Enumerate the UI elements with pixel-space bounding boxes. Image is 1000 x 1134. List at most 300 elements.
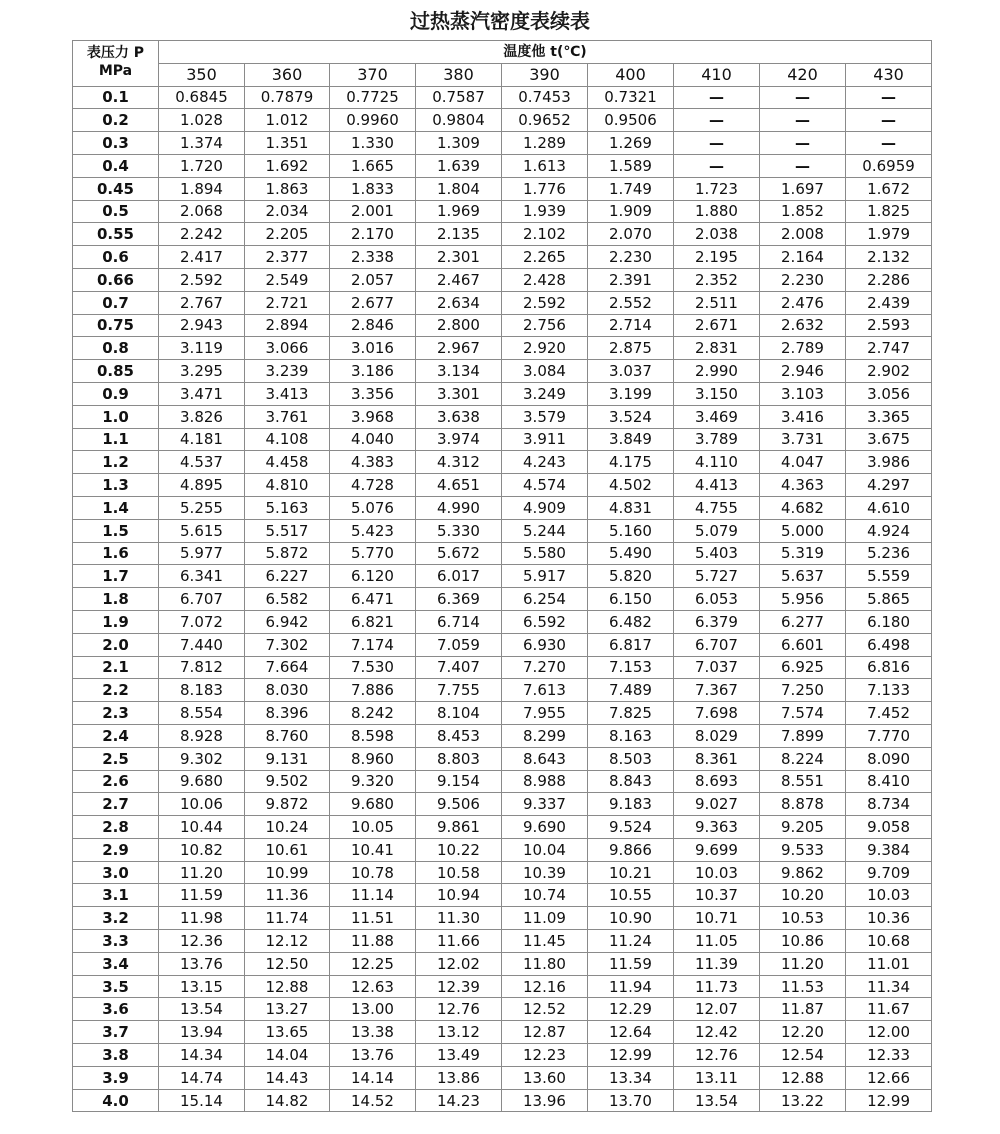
density-cell: 10.37	[674, 884, 760, 907]
density-cell: 3.579	[502, 405, 588, 428]
density-cell: 9.709	[846, 861, 932, 884]
table-row	[73, 861, 932, 884]
density-cell: 11.73	[674, 975, 760, 998]
density-cell: 1.804	[416, 177, 502, 200]
table-row	[73, 86, 932, 109]
density-cell: 5.637	[760, 565, 846, 588]
density-cell: 2.552	[588, 291, 674, 314]
density-cell: 12.52	[502, 998, 588, 1021]
density-cell: 8.988	[502, 770, 588, 793]
density-cell: 8.029	[674, 724, 760, 747]
density-cell: 1.776	[502, 177, 588, 200]
density-cell: 6.817	[588, 633, 674, 656]
density-cell: 11.30	[416, 907, 502, 930]
density-cell: 6.180	[846, 610, 932, 633]
density-cell: 12.50	[245, 952, 330, 975]
density-cell: 10.86	[760, 930, 846, 953]
density-cell: 13.65	[245, 1021, 330, 1044]
density-cell: 9.524	[588, 816, 674, 839]
density-cell: 6.017	[416, 565, 502, 588]
density-cell: 4.651	[416, 474, 502, 497]
table-row	[73, 451, 932, 474]
density-cell: 10.68	[846, 930, 932, 953]
density-cell: 5.160	[588, 519, 674, 542]
density-cell: 2.008	[760, 223, 846, 246]
density-cell: 12.39	[416, 975, 502, 998]
density-cell: 8.090	[846, 747, 932, 770]
density-cell: 3.968	[330, 405, 416, 428]
table-row	[73, 838, 932, 861]
density-cell: 8.598	[330, 724, 416, 747]
density-cell: —	[674, 154, 760, 177]
density-cell: 14.52	[330, 1089, 416, 1112]
density-cell: 14.74	[159, 1066, 245, 1089]
table-row	[73, 291, 932, 314]
density-cell: 13.60	[502, 1066, 588, 1089]
density-cell: 0.7587	[416, 86, 502, 109]
density-cell: 13.00	[330, 998, 416, 1021]
density-cell: 2.195	[674, 246, 760, 269]
density-cell: 11.36	[245, 884, 330, 907]
pressure-cell: 4.0	[73, 1089, 159, 1112]
density-cell: 5.872	[245, 542, 330, 565]
pressure-cell: 1.4	[73, 496, 159, 519]
density-cell: 1.309	[416, 132, 502, 155]
density-cell: 4.458	[245, 451, 330, 474]
density-cell: 1.289	[502, 132, 588, 155]
density-cell: 5.517	[245, 519, 330, 542]
density-cell: 10.44	[159, 816, 245, 839]
density-cell: 11.51	[330, 907, 416, 930]
density-cell: 7.302	[245, 633, 330, 656]
density-cell: 10.61	[245, 838, 330, 861]
density-cell: 4.924	[846, 519, 932, 542]
density-cell: 3.356	[330, 382, 416, 405]
density-cell: —	[846, 86, 932, 109]
density-cell: 10.21	[588, 861, 674, 884]
density-cell: 13.27	[245, 998, 330, 1021]
pressure-cell: 0.55	[73, 223, 159, 246]
density-cell: 2.230	[588, 246, 674, 269]
density-cell: 11.59	[588, 952, 674, 975]
density-cell: 11.74	[245, 907, 330, 930]
density-cell: 7.174	[330, 633, 416, 656]
pressure-cell: 1.8	[73, 588, 159, 611]
density-cell: 7.770	[846, 724, 932, 747]
density-cell: 12.88	[760, 1066, 846, 1089]
density-cell: 9.183	[588, 793, 674, 816]
density-cell: 2.132	[846, 246, 932, 269]
density-cell: 4.181	[159, 428, 245, 451]
density-cell: 8.554	[159, 702, 245, 725]
density-cell: 8.453	[416, 724, 502, 747]
density-cell: 3.119	[159, 337, 245, 360]
density-cell: 5.770	[330, 542, 416, 565]
density-cell: 8.843	[588, 770, 674, 793]
pressure-cell: 1.2	[73, 451, 159, 474]
density-cell: 6.592	[502, 610, 588, 633]
density-cell: 3.826	[159, 405, 245, 428]
density-cell: 8.396	[245, 702, 330, 725]
density-cell: 9.690	[502, 816, 588, 839]
pressure-cell: 3.8	[73, 1044, 159, 1067]
density-cell: 8.104	[416, 702, 502, 725]
density-cell: 7.072	[159, 610, 245, 633]
density-cell: 7.489	[588, 679, 674, 702]
density-cell: 4.175	[588, 451, 674, 474]
table-row	[73, 702, 932, 725]
density-cell: 2.721	[245, 291, 330, 314]
density-cell: 2.170	[330, 223, 416, 246]
table-row	[73, 816, 932, 839]
density-cell: 9.302	[159, 747, 245, 770]
density-cell: 10.03	[674, 861, 760, 884]
density-cell: 3.301	[416, 382, 502, 405]
density-cell: 6.930	[502, 633, 588, 656]
pressure-cell: 2.0	[73, 633, 159, 656]
density-cell: 3.469	[674, 405, 760, 428]
density-cell: 2.990	[674, 360, 760, 383]
pressure-cell: 2.4	[73, 724, 159, 747]
density-cell: 11.14	[330, 884, 416, 907]
density-cell: 5.255	[159, 496, 245, 519]
density-cell: 5.000	[760, 519, 846, 542]
density-cell: 8.734	[846, 793, 932, 816]
density-cell: 12.63	[330, 975, 416, 998]
density-cell: 6.369	[416, 588, 502, 611]
density-cell: 9.363	[674, 816, 760, 839]
density-cell: 2.001	[330, 200, 416, 223]
density-cell: 3.103	[760, 382, 846, 405]
density-cell: 2.164	[760, 246, 846, 269]
density-cell: 3.986	[846, 451, 932, 474]
density-cell: 1.012	[245, 109, 330, 132]
density-cell: 0.9506	[588, 109, 674, 132]
density-cell: 0.7725	[330, 86, 416, 109]
density-cell: 12.99	[846, 1089, 932, 1112]
density-cell: 1.665	[330, 154, 416, 177]
temperature-header: 温度他 t(℃)	[159, 41, 932, 64]
pressure-cell: 0.8	[73, 337, 159, 360]
pressure-cell: 2.8	[73, 816, 159, 839]
density-cell: 3.134	[416, 360, 502, 383]
density-cell: 9.533	[760, 838, 846, 861]
table-row	[73, 474, 932, 497]
density-cell: 6.707	[159, 588, 245, 611]
density-cell: 2.846	[330, 314, 416, 337]
density-cell: 11.20	[159, 861, 245, 884]
density-cell: 1.939	[502, 200, 588, 223]
density-cell: 2.439	[846, 291, 932, 314]
density-cell: 2.265	[502, 246, 588, 269]
pressure-cell: 3.5	[73, 975, 159, 998]
density-cell: 4.755	[674, 496, 760, 519]
density-cell: 2.102	[502, 223, 588, 246]
density-cell: 9.131	[245, 747, 330, 770]
pressure-cell: 3.3	[73, 930, 159, 953]
density-cell: 2.747	[846, 337, 932, 360]
density-cell: 2.967	[416, 337, 502, 360]
density-cell: 10.78	[330, 861, 416, 884]
density-cell: 9.862	[760, 861, 846, 884]
table-row	[73, 565, 932, 588]
density-cell: 6.053	[674, 588, 760, 611]
density-cell: 7.886	[330, 679, 416, 702]
density-cell: 4.728	[330, 474, 416, 497]
density-cell: 2.205	[245, 223, 330, 246]
header-row-group	[73, 41, 932, 64]
density-cell: 9.205	[760, 816, 846, 839]
density-cell: 4.383	[330, 451, 416, 474]
table-row	[73, 496, 932, 519]
temperature-column-header: 400	[588, 63, 674, 86]
density-cell: 11.88	[330, 930, 416, 953]
density-cell: 7.574	[760, 702, 846, 725]
density-cell: 11.66	[416, 930, 502, 953]
temperature-column-header: 390	[502, 63, 588, 86]
density-cell: 2.070	[588, 223, 674, 246]
density-cell: 13.76	[159, 952, 245, 975]
density-cell: 2.391	[588, 268, 674, 291]
density-cell: 2.592	[159, 268, 245, 291]
pressure-cell: 0.4	[73, 154, 159, 177]
density-cell: 5.423	[330, 519, 416, 542]
density-cell: 9.337	[502, 793, 588, 816]
density-cell: 1.880	[674, 200, 760, 223]
density-cell: 2.242	[159, 223, 245, 246]
table-row	[73, 610, 932, 633]
density-cell: 10.41	[330, 838, 416, 861]
density-cell: 10.24	[245, 816, 330, 839]
density-cell: 4.895	[159, 474, 245, 497]
density-cell: 15.14	[159, 1089, 245, 1112]
density-cell: 3.471	[159, 382, 245, 405]
density-cell: 2.767	[159, 291, 245, 314]
table-row	[73, 337, 932, 360]
density-cell: 2.756	[502, 314, 588, 337]
density-cell: 2.230	[760, 268, 846, 291]
density-cell: 6.714	[416, 610, 502, 633]
density-cell: 12.07	[674, 998, 760, 1021]
density-cell: 3.761	[245, 405, 330, 428]
table-row	[73, 975, 932, 998]
density-cell: 2.902	[846, 360, 932, 383]
density-cell: 2.593	[846, 314, 932, 337]
density-cell: 11.05	[674, 930, 760, 953]
density-cell: 2.634	[416, 291, 502, 314]
pressure-cell: 0.5	[73, 200, 159, 223]
density-cell: 6.120	[330, 565, 416, 588]
density-cell: 6.707	[674, 633, 760, 656]
density-cell: 10.06	[159, 793, 245, 816]
density-cell: 3.974	[416, 428, 502, 451]
pressure-cell: 1.7	[73, 565, 159, 588]
density-cell: 1.863	[245, 177, 330, 200]
density-cell: 13.12	[416, 1021, 502, 1044]
table-row	[73, 656, 932, 679]
density-cell: 2.286	[846, 268, 932, 291]
density-cell: 12.33	[846, 1044, 932, 1067]
density-cell: 10.82	[159, 838, 245, 861]
density-cell: 12.25	[330, 952, 416, 975]
density-cell: 4.040	[330, 428, 416, 451]
density-cell: 2.894	[245, 314, 330, 337]
density-cell: 0.6845	[159, 86, 245, 109]
pressure-cell: 0.45	[73, 177, 159, 200]
density-cell: 13.11	[674, 1066, 760, 1089]
table-row	[73, 154, 932, 177]
density-cell: 12.36	[159, 930, 245, 953]
density-cell: 3.295	[159, 360, 245, 383]
density-cell: 5.917	[502, 565, 588, 588]
density-cell: 7.037	[674, 656, 760, 679]
density-cell: 2.057	[330, 268, 416, 291]
density-cell: 2.034	[245, 200, 330, 223]
density-cell: 11.59	[159, 884, 245, 907]
density-cell: 3.524	[588, 405, 674, 428]
density-cell: 0.9652	[502, 109, 588, 132]
density-cell: 0.7453	[502, 86, 588, 109]
density-cell: 7.812	[159, 656, 245, 679]
density-cell: 2.789	[760, 337, 846, 360]
density-cell: 12.29	[588, 998, 674, 1021]
density-cell: 13.34	[588, 1066, 674, 1089]
density-cell: 5.977	[159, 542, 245, 565]
density-cell: 10.94	[416, 884, 502, 907]
density-cell: 4.990	[416, 496, 502, 519]
density-cell: 14.14	[330, 1066, 416, 1089]
density-cell: 12.20	[760, 1021, 846, 1044]
density-cell: 7.440	[159, 633, 245, 656]
pressure-header-label: 表压力 P	[86, 45, 145, 61]
temperature-row	[73, 63, 932, 86]
pressure-cell: 1.3	[73, 474, 159, 497]
density-cell: 5.244	[502, 519, 588, 542]
density-cell: 7.530	[330, 656, 416, 679]
density-cell: 3.638	[416, 405, 502, 428]
density-cell: 13.70	[588, 1089, 674, 1112]
density-cell: 7.407	[416, 656, 502, 679]
density-cell: 6.821	[330, 610, 416, 633]
density-cell: 9.680	[159, 770, 245, 793]
density-cell: 1.697	[760, 177, 846, 200]
density-cell: 1.028	[159, 109, 245, 132]
density-cell: 11.67	[846, 998, 932, 1021]
density-cell: —	[760, 109, 846, 132]
density-cell: 11.39	[674, 952, 760, 975]
density-cell: 8.878	[760, 793, 846, 816]
table-row	[73, 382, 932, 405]
density-cell: 8.760	[245, 724, 330, 747]
density-cell: 1.672	[846, 177, 932, 200]
table-row	[73, 679, 932, 702]
table-row	[73, 952, 932, 975]
density-cell: 12.64	[588, 1021, 674, 1044]
density-cell: 9.027	[674, 793, 760, 816]
density-cell: 5.076	[330, 496, 416, 519]
density-cell: 10.04	[502, 838, 588, 861]
density-cell: 3.016	[330, 337, 416, 360]
density-cell: 13.94	[159, 1021, 245, 1044]
density-cell: 8.242	[330, 702, 416, 725]
density-cell: 10.20	[760, 884, 846, 907]
density-cell: 1.825	[846, 200, 932, 223]
density-cell: 11.20	[760, 952, 846, 975]
density-cell: 1.351	[245, 132, 330, 155]
density-cell: 2.038	[674, 223, 760, 246]
density-cell: 1.909	[588, 200, 674, 223]
density-cell: 5.163	[245, 496, 330, 519]
density-cell: 12.54	[760, 1044, 846, 1067]
table-row	[73, 200, 932, 223]
density-cell: 2.352	[674, 268, 760, 291]
density-cell: 0.7321	[588, 86, 674, 109]
table-row	[73, 907, 932, 930]
pressure-cell: 0.75	[73, 314, 159, 337]
pressure-cell: 3.7	[73, 1021, 159, 1044]
pressure-cell: 2.5	[73, 747, 159, 770]
density-cell: 8.361	[674, 747, 760, 770]
density-cell: 8.551	[760, 770, 846, 793]
density-cell: 5.956	[760, 588, 846, 611]
table-row	[73, 588, 932, 611]
density-cell: 13.96	[502, 1089, 588, 1112]
density-cell: 10.74	[502, 884, 588, 907]
density-cell: 3.056	[846, 382, 932, 405]
pressure-header-unit: MPa	[98, 63, 133, 79]
density-cell: 1.330	[330, 132, 416, 155]
density-cell: 1.852	[760, 200, 846, 223]
density-cell: 7.955	[502, 702, 588, 725]
density-cell: 11.98	[159, 907, 245, 930]
density-cell: 3.365	[846, 405, 932, 428]
density-cell: 6.341	[159, 565, 245, 588]
density-cell: 8.803	[416, 747, 502, 770]
density-cell: 9.502	[245, 770, 330, 793]
table-row	[73, 793, 932, 816]
pressure-cell: 2.1	[73, 656, 159, 679]
density-cell: 9.861	[416, 816, 502, 839]
density-cell: 13.38	[330, 1021, 416, 1044]
pressure-cell: 1.5	[73, 519, 159, 542]
table-row	[73, 405, 932, 428]
density-cell: —	[846, 109, 932, 132]
density-cell: 7.133	[846, 679, 932, 702]
pressure-cell: 2.9	[73, 838, 159, 861]
density-cell: 5.330	[416, 519, 502, 542]
table-row	[73, 223, 932, 246]
table-row	[73, 633, 932, 656]
density-cell: 4.363	[760, 474, 846, 497]
pressure-cell: 1.6	[73, 542, 159, 565]
density-cell: 7.250	[760, 679, 846, 702]
temperature-column-header: 350	[159, 63, 245, 86]
density-cell: 1.692	[245, 154, 330, 177]
density-cell: 4.810	[245, 474, 330, 497]
density-cell: 11.45	[502, 930, 588, 953]
density-cell: 4.047	[760, 451, 846, 474]
density-cell: 1.374	[159, 132, 245, 155]
density-cell: 12.42	[674, 1021, 760, 1044]
density-cell: 3.675	[846, 428, 932, 451]
density-cell: 2.943	[159, 314, 245, 337]
density-cell: 4.243	[502, 451, 588, 474]
pressure-cell: 3.9	[73, 1066, 159, 1089]
density-cell: 7.825	[588, 702, 674, 725]
density-cell: 3.731	[760, 428, 846, 451]
density-cell: 5.079	[674, 519, 760, 542]
density-cell: 12.00	[846, 1021, 932, 1044]
